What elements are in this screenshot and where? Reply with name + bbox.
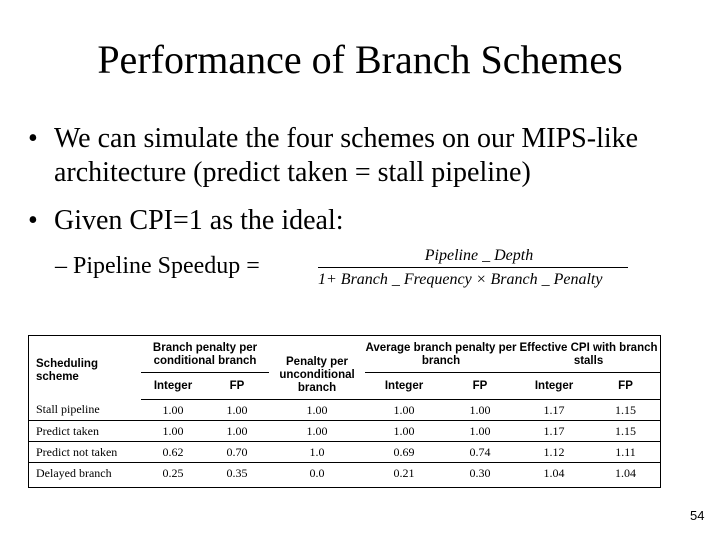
page-number: 54: [690, 508, 705, 523]
cell-scheme: Predict taken: [29, 421, 141, 442]
table-row: [29, 442, 660, 463]
bullet-text: We can simulate the four schemes on our MIPS-like architecture (predict taken = stall pipeline): [54, 123, 639, 188]
cell-value: 1.15: [591, 400, 660, 421]
formula-denominator: 1+ Branch _ Frequency × Branch _ Penalty: [318, 271, 603, 288]
header-scheduling-scheme: Scheduling scheme: [36, 357, 98, 383]
header-avg-penalty: Average branch penalty per branch: [365, 336, 517, 373]
cell-value: 1.00: [365, 421, 443, 442]
cell-value: 0.62: [141, 442, 205, 463]
cell-value: 0.35: [226, 465, 248, 480]
cell-value: 0.74: [443, 442, 517, 463]
cell-scheme: Stall pipeline: [29, 400, 141, 421]
bullet-dot: •: [28, 123, 38, 154]
cell-scheme: Predict not taken: [29, 442, 141, 463]
table-row: [29, 463, 660, 484]
slide-title: Performance of Branch Schemes: [97, 37, 623, 82]
cell-value: 1.11: [591, 442, 660, 463]
cell-value: 1.00: [269, 400, 365, 421]
subheader-fp: FP: [205, 373, 269, 400]
cell-value: 1.17: [517, 421, 591, 442]
subheader-integer: Integer: [517, 373, 591, 400]
header-effective-cpi: Effective CPI with branch stalls: [517, 336, 660, 373]
cell-value: 1.12: [517, 442, 591, 463]
cell-value: 0.69: [365, 442, 443, 463]
subheader-integer: Integer: [365, 373, 443, 400]
cell-value: 1.00: [141, 421, 205, 442]
bullet-item: [28, 204, 678, 238]
branch-schemes-table: [29, 336, 660, 483]
subheader-fp: FP: [591, 373, 660, 400]
fraction-bar: [318, 267, 628, 268]
cell-value: 1.17: [517, 400, 591, 421]
formula-numerator: Pipeline _ Depth: [424, 247, 534, 264]
subheader-fp: FP: [443, 373, 517, 400]
cell-value: 1.00: [365, 400, 443, 421]
cell-value: 1.00: [141, 400, 205, 421]
cell-value: 1.00: [205, 400, 269, 421]
branch-schemes-table-frame: [28, 335, 661, 488]
cell-value: 0.30: [469, 465, 491, 480]
bullet-dot: •: [28, 205, 38, 236]
header-uncond-penalty: Penalty per unconditional branch: [269, 336, 365, 400]
sub-bullet-speedup: – Pipeline Speedup =: [55, 253, 260, 279]
cell-value: 1.04: [543, 465, 565, 480]
bullet-item: [28, 122, 678, 190]
cell-value: 1.00: [443, 421, 517, 442]
cell-value: 1.00: [205, 421, 269, 442]
table-row: [29, 421, 660, 442]
cell-scheme: Delayed branch: [36, 465, 112, 480]
speedup-formula: [318, 246, 628, 290]
cell-value: 1.00: [443, 400, 517, 421]
cell-value: 1.04: [615, 465, 637, 480]
bullet-text: Given CPI=1 as the ideal:: [54, 205, 344, 236]
cell-value: 0.21: [393, 465, 415, 480]
cell-value: 0.25: [162, 465, 184, 480]
cell-value: 1.00: [269, 421, 365, 442]
header-cond-penalty: Branch penalty per conditional branch: [141, 336, 269, 373]
cell-value: 1.15: [591, 421, 660, 442]
cell-value: 0.70: [205, 442, 269, 463]
table-row: [29, 400, 660, 421]
cell-value: 1.0: [269, 442, 365, 463]
subheader-integer: Integer: [141, 373, 205, 400]
cell-value: 0.0: [309, 465, 325, 480]
